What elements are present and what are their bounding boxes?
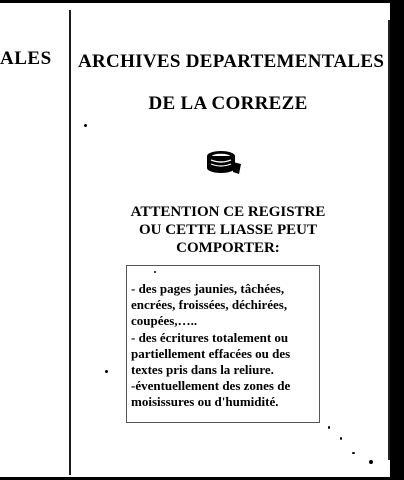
notice-line: moisissures ou d'humidité. <box>131 394 279 410</box>
notice-line: coupées,….. <box>131 313 198 329</box>
scan-speck <box>369 460 373 464</box>
scan-speck <box>328 426 330 429</box>
warning-line: OU CETTE LIASSE PEUT <box>139 222 317 238</box>
notice-line: -éventuellement des zones de <box>131 378 291 394</box>
warning-line: ATTENTION CE REGISTRE <box>130 204 326 220</box>
notice-line: - des écritures totalement ou <box>131 329 289 345</box>
warning-heading <box>78 203 378 257</box>
scan-border-top <box>0 0 404 3</box>
notice-box <box>126 265 320 423</box>
warning-line: COMPORTER: <box>176 240 280 256</box>
header-title-line2: DE LA CORREZE <box>148 93 308 114</box>
header-title-line1: ARCHIVES DEPARTEMENTALES <box>78 51 385 72</box>
scan-speck <box>340 437 342 440</box>
binding-gutter <box>69 10 71 475</box>
notice-line: textes pris dans la reliure. <box>131 362 274 378</box>
scan-speck <box>154 271 156 273</box>
notice-line: encrées, froissées, déchirées, <box>131 297 288 313</box>
scan-speck <box>84 124 87 127</box>
scan-border-right <box>390 0 404 480</box>
scan-speck <box>352 452 355 454</box>
left-page-fragment: ALES <box>0 48 52 69</box>
archives-emblem-icon <box>203 150 243 176</box>
notice-line: - des pages jaunies, tâchées, <box>131 281 285 296</box>
scan-speck <box>105 370 108 373</box>
page-edge-line <box>388 20 390 460</box>
notice-line: partiellement effacées ou des <box>131 345 291 361</box>
